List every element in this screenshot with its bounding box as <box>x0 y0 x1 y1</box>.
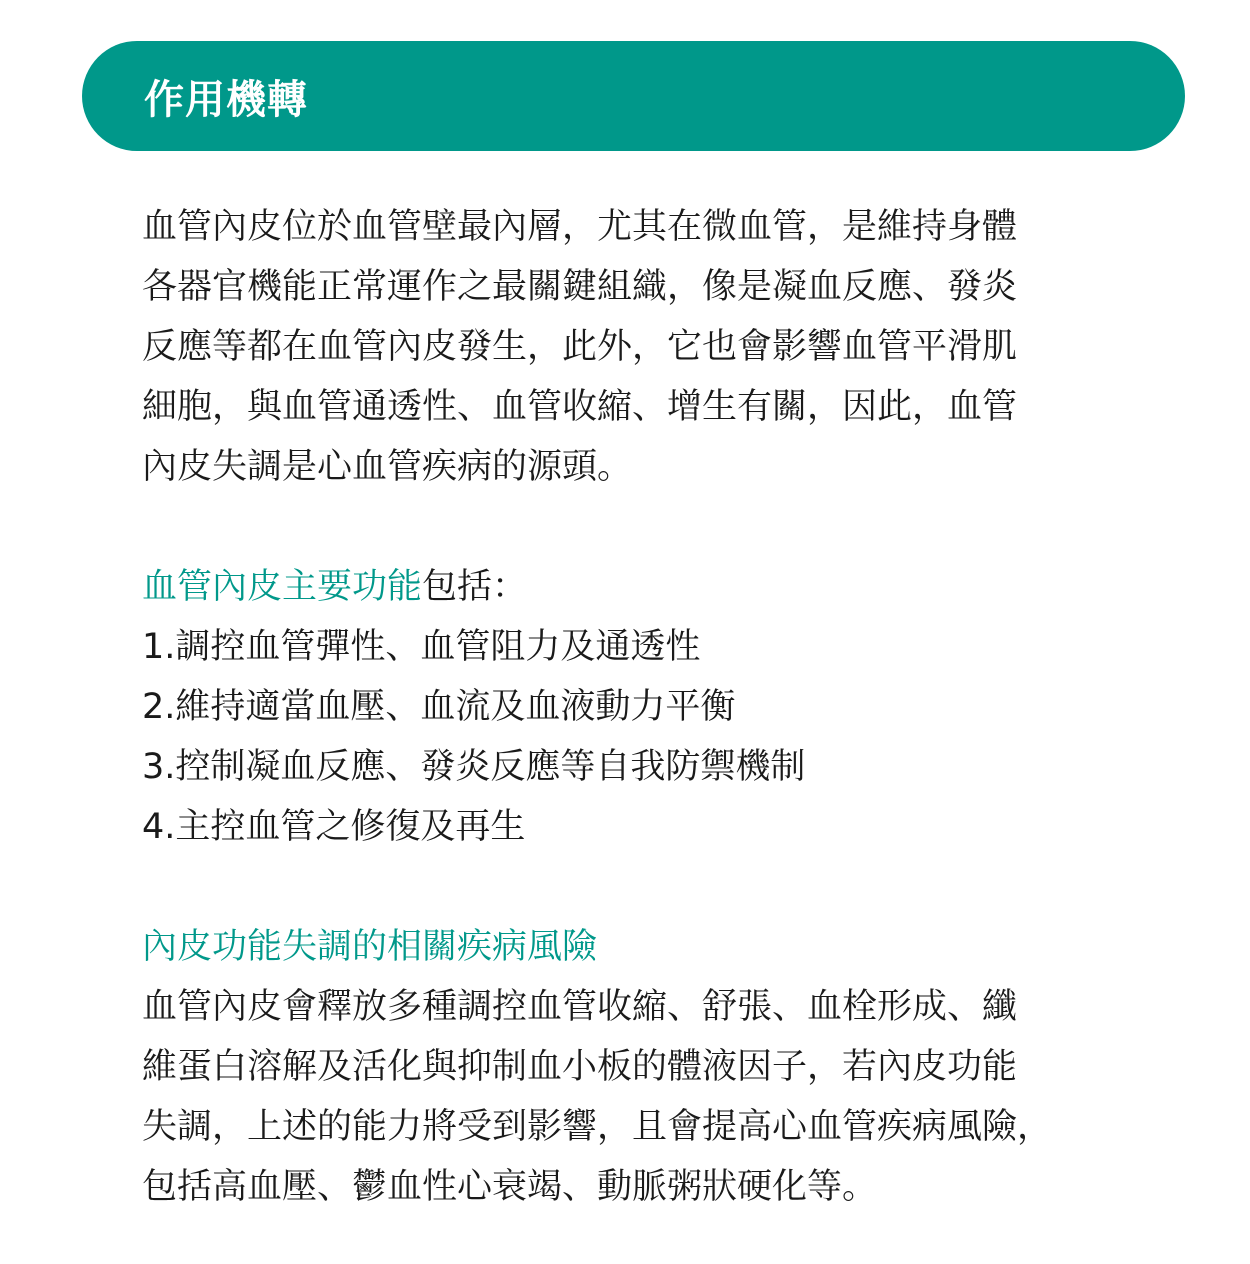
functions-heading-rest: 包括： <box>422 567 528 607</box>
article-body <box>142 197 1172 1217</box>
intro-line: 細胞，與血管通透性、血管收縮、增生有關，因此，血管 <box>142 387 1018 427</box>
intro-line: 各器官機能正常運作之最關鍵組織，像是凝血反應、發炎 <box>142 267 1018 307</box>
risks-line: 包括高血壓、鬱血性心衰竭、動脈粥狀硬化等。 <box>142 1167 878 1207</box>
spacer <box>142 857 1172 917</box>
intro-line: 反應等都在血管內皮發生，此外，它也會影響血管平滑肌 <box>142 327 1018 367</box>
section-title: 作用機轉 <box>144 76 308 123</box>
intro-line: 血管內皮位於血管壁最內層，尤其在微血管，是維持身體 <box>142 207 1018 247</box>
list-item: 1.調控血管彈性、血管阻力及通透性 <box>142 627 701 667</box>
risks-line: 血管內皮會釋放多種調控血管收縮、舒張、血栓形成、纖 <box>142 987 1018 1027</box>
list-item: 2.維持適當血壓、血流及血液動力平衡 <box>142 687 736 727</box>
risks-line: 失調，上述的能力將受到影響，且會提高心血管疾病風險， <box>142 1107 1053 1147</box>
functions-heading <box>142 557 1172 617</box>
risks-paragraph <box>142 977 1172 1217</box>
functions-list <box>142 617 1172 857</box>
section-header <box>82 41 1185 151</box>
risks-heading: 內皮功能失調的相關疾病風險 <box>142 927 598 967</box>
functions-heading-accent: 血管內皮主要功能 <box>142 567 423 607</box>
list-item: 4.主控血管之修復及再生 <box>142 807 526 847</box>
spacer <box>142 497 1172 557</box>
risks-line: 維蛋白溶解及活化與抑制血小板的體液因子，若內皮功能 <box>142 1047 1018 1087</box>
intro-line: 內皮失調是心血管疾病的源頭。 <box>142 447 633 487</box>
intro-paragraph <box>142 197 1172 497</box>
list-item: 3.控制凝血反應、發炎反應等自我防禦機制 <box>142 747 806 787</box>
